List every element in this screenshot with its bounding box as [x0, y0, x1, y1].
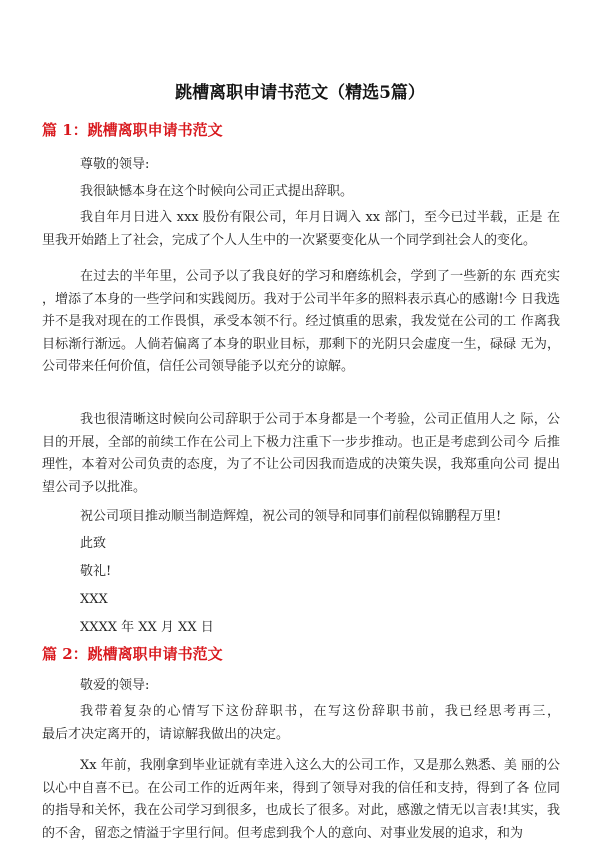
text-line: 在过去的半年里，公司予以了我良好的学习和磨练机会，学到了一些新的东 西充实 — [80, 269, 560, 284]
text-line: ，增添了本身的一些学问和实践阅历。我对于公司半年多的照料表示真心的感谢!今 日我选 — [42, 291, 560, 307]
section-1-paragraph — [42, 409, 560, 499]
text-line: 望公司予以批准。 — [42, 479, 147, 495]
document-title: 跳槽离职申请书范文（精选5篇） — [175, 83, 425, 103]
text-line: 公司带来任何价值，信任公司领导能予以充分的谅解。 — [42, 359, 355, 374]
section-2-paragraph — [42, 701, 560, 746]
text-line: 祝公司项目推动顺当制造辉煌，祝公司的领导和同事们前程似锦鹏程万里! — [80, 509, 502, 524]
section-1-paragraph — [42, 266, 560, 379]
text-line: 目的开展，全部的前续工作在公司上下极力注重下一步步推动。也正是考虑到公司今 后推 — [42, 434, 560, 450]
text-line: 我自年月日进入 xxx 股份有限公司，年月日调入 xx 部门，至今已过半载，正是 在 — [80, 210, 560, 225]
section-1-paragraph — [42, 506, 560, 529]
section-2-salutation: 敬爱的领导: — [80, 678, 150, 693]
section-1-salutation: 尊敬的领导: — [80, 157, 150, 172]
section-1-paragraph — [42, 181, 560, 204]
text-line: 最后才决定离开的，请谅解我做出的决定。 — [42, 726, 290, 742]
text-line: 的指导和关怀，我在公司学习到很多，也成长了很多。对此，感激之情无以言表!其实，我 — [42, 803, 560, 818]
text-line: 我很缺憾本身在这个时候向公司正式提出辞职。 — [80, 184, 354, 199]
date: XXXX 年 XX 月 XX 日 — [80, 620, 214, 635]
section-2-paragraph — [42, 755, 560, 845]
text-line: 理性，本着对公司负责的态度，为了不让公司因我而造成的决策失误，我郑重向公司 提出 — [42, 457, 560, 472]
closing-regards: 敬礼! — [80, 564, 112, 579]
signature: XXX — [80, 592, 108, 607]
text-line: Xx 年前，我刚拿到毕业证就有幸进入这么大的公司工作，又是那么熟悉、美 丽的公 — [80, 758, 560, 773]
text-line: 的不舍，留恋之情溢于字里行间。但考虑到我个人的意向、对事业发展的追求，和为 — [42, 825, 524, 841]
text-line: 目标渐行渐远。人倘若偏离了本身的职业目标，那剩下的光阴只会虚度一生，碌碌 无为， — [42, 336, 560, 352]
section-1-heading: 篇 1：跳槽离职申请书范文 — [42, 121, 223, 139]
section-1-paragraph — [42, 207, 560, 252]
closing: 此致 — [80, 536, 107, 551]
text-line: 我带着复杂的心情写下这份辞职书，在写这份辞职书前，我已经思考再三， — [80, 704, 560, 719]
text-line: 我也很清晰这时候向公司辞职于公司于本身都是一个考验，公司正值用人之 际，公 — [80, 412, 560, 427]
text-line: 并不是我对现在的工作畏惧，承受本领不行。经过慎重的思索，我发觉在公司的工 作离我 — [42, 314, 560, 329]
section-2-heading: 篇 2：跳槽离职申请书范文 — [42, 645, 223, 663]
text-line: 里我开始踏上了社会，完成了个人人生中的一次紧要变化从一个同学到社会人的变化。 — [42, 232, 537, 248]
text-line: 以心中自喜不已。在公司工作的近两年来，得到了领导对我的信任和支持，得到了各 位同 — [42, 780, 560, 796]
